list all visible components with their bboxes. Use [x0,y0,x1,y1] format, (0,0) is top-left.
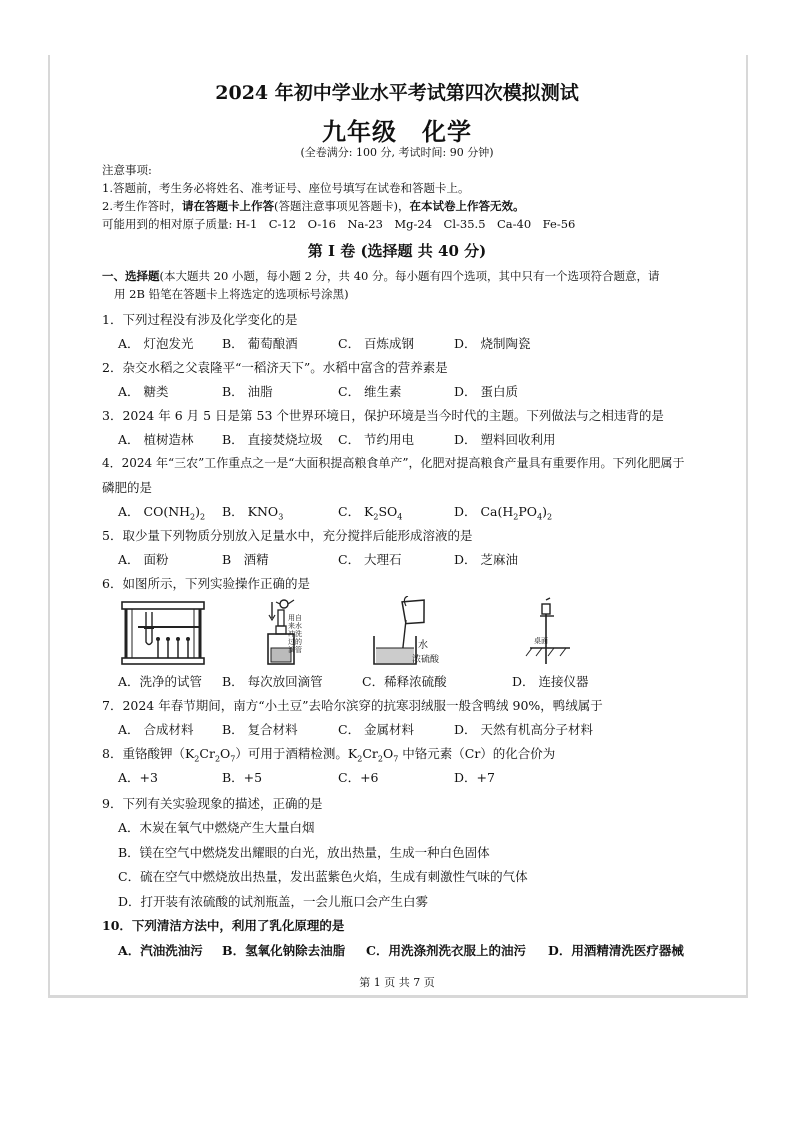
q2-option-a: A． 糖类 [118,384,169,399]
q9-option-b: B．镁在空气中燃烧发出耀眼的白光，放出热量，生成一种白色固体 [118,845,490,860]
q5-option-b: B 酒精 [222,552,269,567]
question-8-stem: 8．重铬酸钾$(K_2Cr_2O_7)$可用于酒精检测。$K_2Cr_2O_7$ 中铬元素（Cr）的化合价为 [102,746,556,764]
question-9-stem: 9．下列有关实验现象的描述，正确的是 [102,796,323,811]
q3-option-c: C． 节约用电 [338,432,415,447]
question-3-stem: 3．2024 年 6 月 5 日是第 53 个世界环境日，保护环境是当今时代的主题。下列做法与之相违背的是 [102,408,664,423]
exam-title: 2024 年初中学业水平考试第四次模拟测试 [215,82,579,104]
q10-option-c: C．用洗涤剂洗衣服上的油污 [366,943,526,958]
question-6-stem: 6．如图所示，下列实验操作正确的是 [102,576,310,591]
q9-option-c: C．硫在空气中燃烧放出热量，发出蓝紫色火焰，生成有刺激性气味的气体 [118,869,528,884]
note-1: 1.答题前，考生务必将姓名、准考证号、座位号填写在试卷和答题卡上。 [102,181,470,195]
q3-option-d: D． 塑料回收利用 [454,432,556,447]
q4-option-d: D． $Ca(H_2PO_4)_2$ [454,504,553,522]
q1-option-a: A． 灯泡发光 [118,336,194,351]
figure-b-label: 用自 来水 冲洗 过的 滴管 [288,614,302,654]
q6-option-c: C．稀释浓硫酸 [362,674,447,689]
q7-option-d: D． 天然有机高分子材料 [454,722,593,737]
q8-option-a: A．+3 [118,770,158,785]
q5-option-a: A． 面粉 [118,552,169,567]
q10-option-d: D．用酒精清洗医疗器械 [548,943,684,958]
q6-option-d: D． 连接仪器 [512,674,589,689]
q7-option-c: C． 金属材料 [338,722,415,737]
q5-option-d: D． 芝麻油 [454,552,518,567]
q1-option-d: D． 烧制陶瓷 [454,336,531,351]
q8-option-c: C．+6 [338,770,379,785]
question-4-stem-line-2: 磷肥的是 [102,480,153,495]
instructions-line-1: 一、选择题(本大题共 20 小题，每小题 2 分，共 40 分。每小题有四个选项，其中只有一个选项符合题意，请 [102,269,660,283]
q6-option-a: A．洗净的试管 [118,674,203,689]
q1-option-b: B． 葡萄酿酒 [222,336,298,351]
q8-option-d: D．+7 [454,770,495,785]
q8-option-b: B．+5 [222,770,263,785]
q9-option-a: A．木炭在氧气中燃烧产生大量白烟 [118,820,315,835]
q2-option-d: D． 蛋白质 [454,384,518,399]
figure-c-acid-label: 浓硫酸 [412,655,440,665]
figure-d-connect-apparatus [520,596,580,668]
q4-option-b: B． $KNO_3$ [222,504,284,522]
q10-option-b: B．氢氧化钠除去油脂 [222,943,346,958]
question-5-stem: 5．取少量下列物质分别放入足量水中，充分搅拌后能形成溶液的是 [102,528,473,543]
q1-option-c: C． 百炼成钢 [338,336,415,351]
q5-option-c: C． 大理石 [338,552,402,567]
page-number: 第 1 页 共 7 页 [359,976,435,989]
q2-option-c: C． 维生素 [338,384,402,399]
q4-option-c: C． $K_2SO_4$ [338,504,403,522]
q2-option-b: B． 油脂 [222,384,273,399]
q3-option-b: B． 直接焚烧垃圾 [222,432,323,447]
figure-d-label: 桌面 [534,637,548,645]
section-heading: 第 I 卷 (选择题 共 40 分) [307,242,487,260]
q4-option-a: A． $CO(NH_2)_2$ [118,504,206,522]
question-2-stem: 2．杂交水稻之父袁隆平“一稻济天下”。水稻中富含的营养素是 [102,360,448,375]
q9-option-d: D．打开装有浓硫酸的试剂瓶盖，一会儿瓶口会产生白雾 [118,894,429,909]
question-7-stem: 7．2024 年春节期间，南方“小土豆”去哈尔滨穿的抗寒羽绒服一般含鸭绒 90%，鸭绒属于 [102,698,603,713]
q6-option-b: B． 每次放回滴管 [222,674,323,689]
question-4-stem-line-1: 4．2024 年“三农”工作重点之一是“大面积提高粮食单产”，化肥对提高粮食产量具有重要作用。下列化肥属于 [102,456,685,470]
figure-a-test-tube-rack [118,596,208,668]
q10-option-a: A．汽油洗油污 [118,943,203,958]
note-2: 2.考生作答时，请在答题卡上作答(答题注意事项见答题卡)，在本试卷上作答无效。 [102,199,525,213]
figure-c-water-label: 水 [418,640,428,651]
instructions-line-2: 用 2B 铅笔在答题卡上将选定的选项标号涂黑) [114,287,349,301]
question-1-stem: 1．下列过程没有涉及化学变化的是 [102,312,298,327]
notes-heading: 注意事项: [102,163,152,177]
atomic-masses: 可能用到的相对原子质量: H-1 C-12 O-16 Na-23 Mg-24 Cl-35.5 Ca-40 Fe-56 [102,217,576,231]
q7-option-a: A． 合成材料 [118,722,194,737]
exam-info: (全卷满分: 100 分, 考试时间: 90 分钟) [300,146,494,159]
q7-option-b: B． 复合材料 [222,722,298,737]
question-10-stem: 10．下列清洁方法中，利用了乳化原理的是 [102,918,345,933]
q3-option-a: A． 植树造林 [118,432,194,447]
exam-subject-title: 九年级 化学 [322,117,472,146]
